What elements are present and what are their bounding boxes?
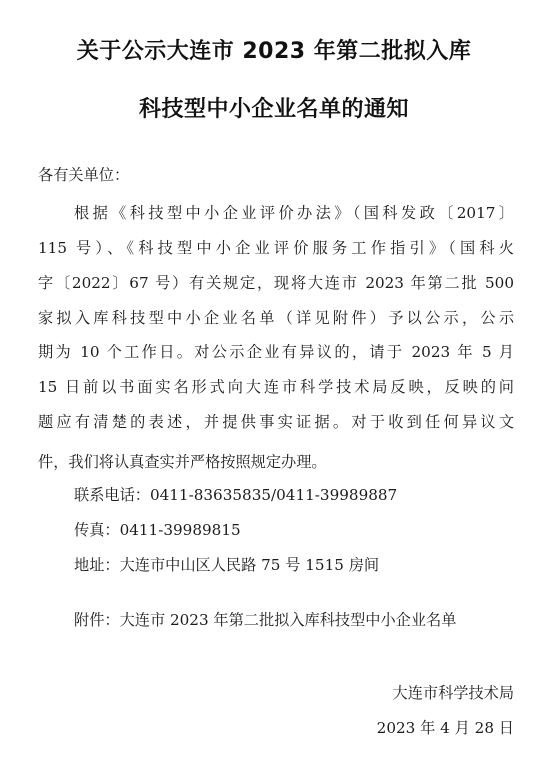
contact-address: 地址：大连市中山区人民路 75 号 1515 房间	[74, 556, 380, 574]
body-line-5: 期为 10 个工作日。对公示企业有异议的，请于 2023 年 5 月	[38, 343, 514, 361]
contact-fax: 传真：0411-39989815	[74, 521, 241, 539]
body-line-8: 件，我们将认真查实并严格按照规定办理。	[38, 453, 327, 471]
salutation: 各有关单位：	[38, 166, 130, 184]
body-line-2: 115 号）、《科技型中小企业评价服务工作指引》（国科火	[38, 239, 514, 257]
signature-date: 2023 年 4 月 28 日	[376, 719, 514, 737]
body-line-1: 根据《科技型中小企业评价办法》（国科发政〔2017〕	[74, 204, 514, 222]
attachment-note: 附件：大连市 2023 年第二批拟入库科技型中小企业名单	[74, 611, 457, 629]
body-line-4: 家拟入库科技型中小企业名单（详见附件）予以公示，公示	[38, 309, 514, 327]
signature-organization: 大连市科学技术局	[392, 684, 514, 702]
document-title-line-1: 关于公示大连市 2023 年第二批拟入库	[76, 39, 472, 64]
body-line-3: 字〔2022〕67 号）有关规定，现将大连市 2023 年第二批 500	[38, 274, 514, 292]
body-line-6: 15 日前以书面实名形式向大连市科学技术局反映，反映的问	[38, 378, 514, 396]
body-line-7: 题应有清楚的表述，并提供事实证据。对于收到任何异议文	[38, 413, 514, 431]
document-title-line-2: 科技型中小企业名单的通知	[138, 97, 409, 122]
contact-phone: 联系电话：0411-83635835/0411-39989887	[74, 486, 398, 504]
